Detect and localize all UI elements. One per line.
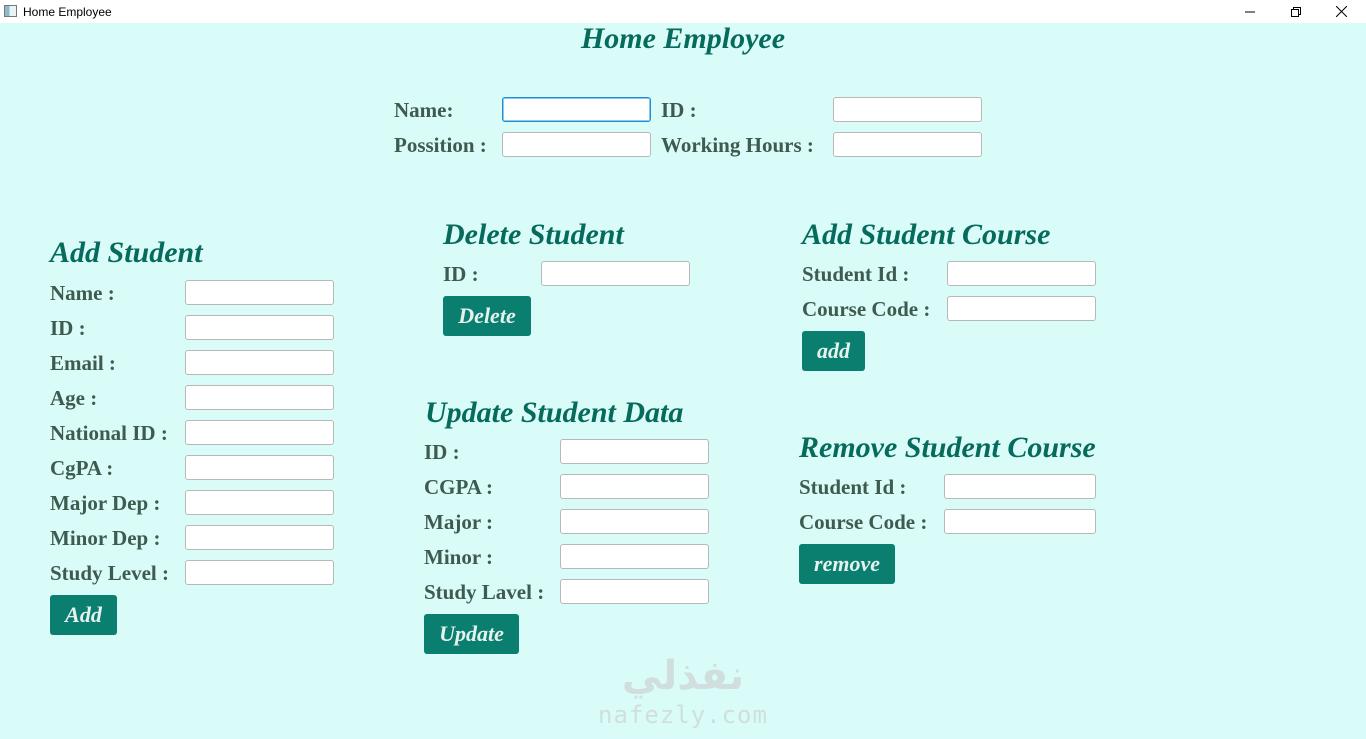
restore-button[interactable] — [1273, 0, 1319, 23]
remove-course-code-input[interactable] — [944, 509, 1096, 534]
update-student-cgpa-input[interactable] — [560, 474, 709, 499]
add-student-cgpa-label: CgPA : — [50, 456, 114, 480]
employee-name-input[interactable] — [502, 97, 651, 122]
add-course-student-id-label: Student Id : — [802, 262, 910, 286]
update-student-id-input[interactable] — [560, 439, 709, 464]
add-student-age-label: Age : — [50, 386, 98, 410]
delete-student-title: Delete Student — [443, 218, 624, 251]
employee-id-input[interactable] — [833, 97, 982, 122]
remove-course-code-label: Course Code : — [799, 510, 928, 534]
add-student-button[interactable]: Add — [50, 595, 117, 635]
delete-student-id-input[interactable] — [541, 261, 690, 286]
add-student-name-label: Name : — [50, 281, 115, 305]
add-student-name-input[interactable] — [185, 280, 334, 305]
update-student-major-label: Major : — [424, 510, 493, 534]
remove-course-student-id-input[interactable] — [944, 474, 1096, 499]
minimize-icon — [1245, 7, 1255, 17]
remove-course-button[interactable]: remove — [799, 544, 895, 584]
employee-name-label: Name: — [394, 98, 454, 122]
add-student-email-input[interactable] — [185, 350, 334, 375]
minimize-button[interactable] — [1227, 0, 1273, 23]
add-student-major-label: Major Dep : — [50, 491, 161, 515]
update-student-minor-input[interactable] — [560, 544, 709, 569]
close-icon — [1336, 6, 1347, 17]
app-icon — [4, 5, 17, 17]
add-student-national-id-label: National ID : — [50, 421, 168, 445]
add-student-id-label: ID : — [50, 316, 86, 340]
delete-student-id-label: ID : — [443, 262, 479, 286]
add-student-cgpa-input[interactable] — [185, 455, 334, 480]
add-student-minor-label: Minor Dep : — [50, 526, 161, 550]
add-course-button[interactable]: add — [802, 331, 865, 371]
restore-icon — [1291, 7, 1301, 17]
add-student-title: Add Student — [50, 236, 203, 269]
employee-id-label: ID : — [661, 98, 697, 122]
window-title: Home Employee — [23, 5, 112, 19]
add-course-student-id-input[interactable] — [947, 261, 1096, 286]
update-student-title: Update Student Data — [425, 396, 684, 429]
window-titlebar — [0, 0, 1366, 23]
add-student-minor-input[interactable] — [185, 525, 334, 550]
working-hours-input[interactable] — [833, 132, 982, 157]
remove-course-title: Remove Student Course — [799, 431, 1096, 464]
update-student-major-input[interactable] — [560, 509, 709, 534]
add-student-id-input[interactable] — [185, 315, 334, 340]
update-student-id-label: ID : — [424, 440, 460, 464]
remove-course-student-id-label: Student Id : — [799, 475, 907, 499]
add-course-code-input[interactable] — [947, 296, 1096, 321]
add-student-email-label: Email : — [50, 351, 116, 375]
add-student-age-input[interactable] — [185, 385, 334, 410]
employee-position-label: Possition : — [394, 133, 487, 157]
add-course-title: Add Student Course — [802, 218, 1051, 251]
watermark — [598, 652, 768, 738]
add-course-code-label: Course Code : — [802, 297, 931, 321]
update-student-cgpa-label: CGPA : — [424, 475, 494, 499]
update-student-level-label: Study Lavel : — [424, 580, 545, 604]
page-title: Home Employee — [580, 22, 786, 55]
add-student-level-label: Study Level : — [50, 561, 170, 585]
watermark-latin-text: nafezly.com — [598, 701, 768, 729]
add-student-level-input[interactable] — [185, 560, 334, 585]
update-student-minor-label: Minor : — [424, 545, 494, 569]
working-hours-label: Working Hours : — [661, 133, 814, 157]
watermark-arabic-text: نفذلي — [621, 653, 745, 699]
employee-position-input[interactable] — [502, 132, 651, 157]
delete-student-button[interactable]: Delete — [443, 296, 531, 336]
update-student-level-input[interactable] — [560, 579, 709, 604]
update-student-button[interactable]: Update — [424, 614, 519, 654]
add-student-major-input[interactable] — [185, 490, 334, 515]
close-button[interactable] — [1318, 0, 1364, 23]
add-student-national-id-input[interactable] — [185, 420, 334, 445]
